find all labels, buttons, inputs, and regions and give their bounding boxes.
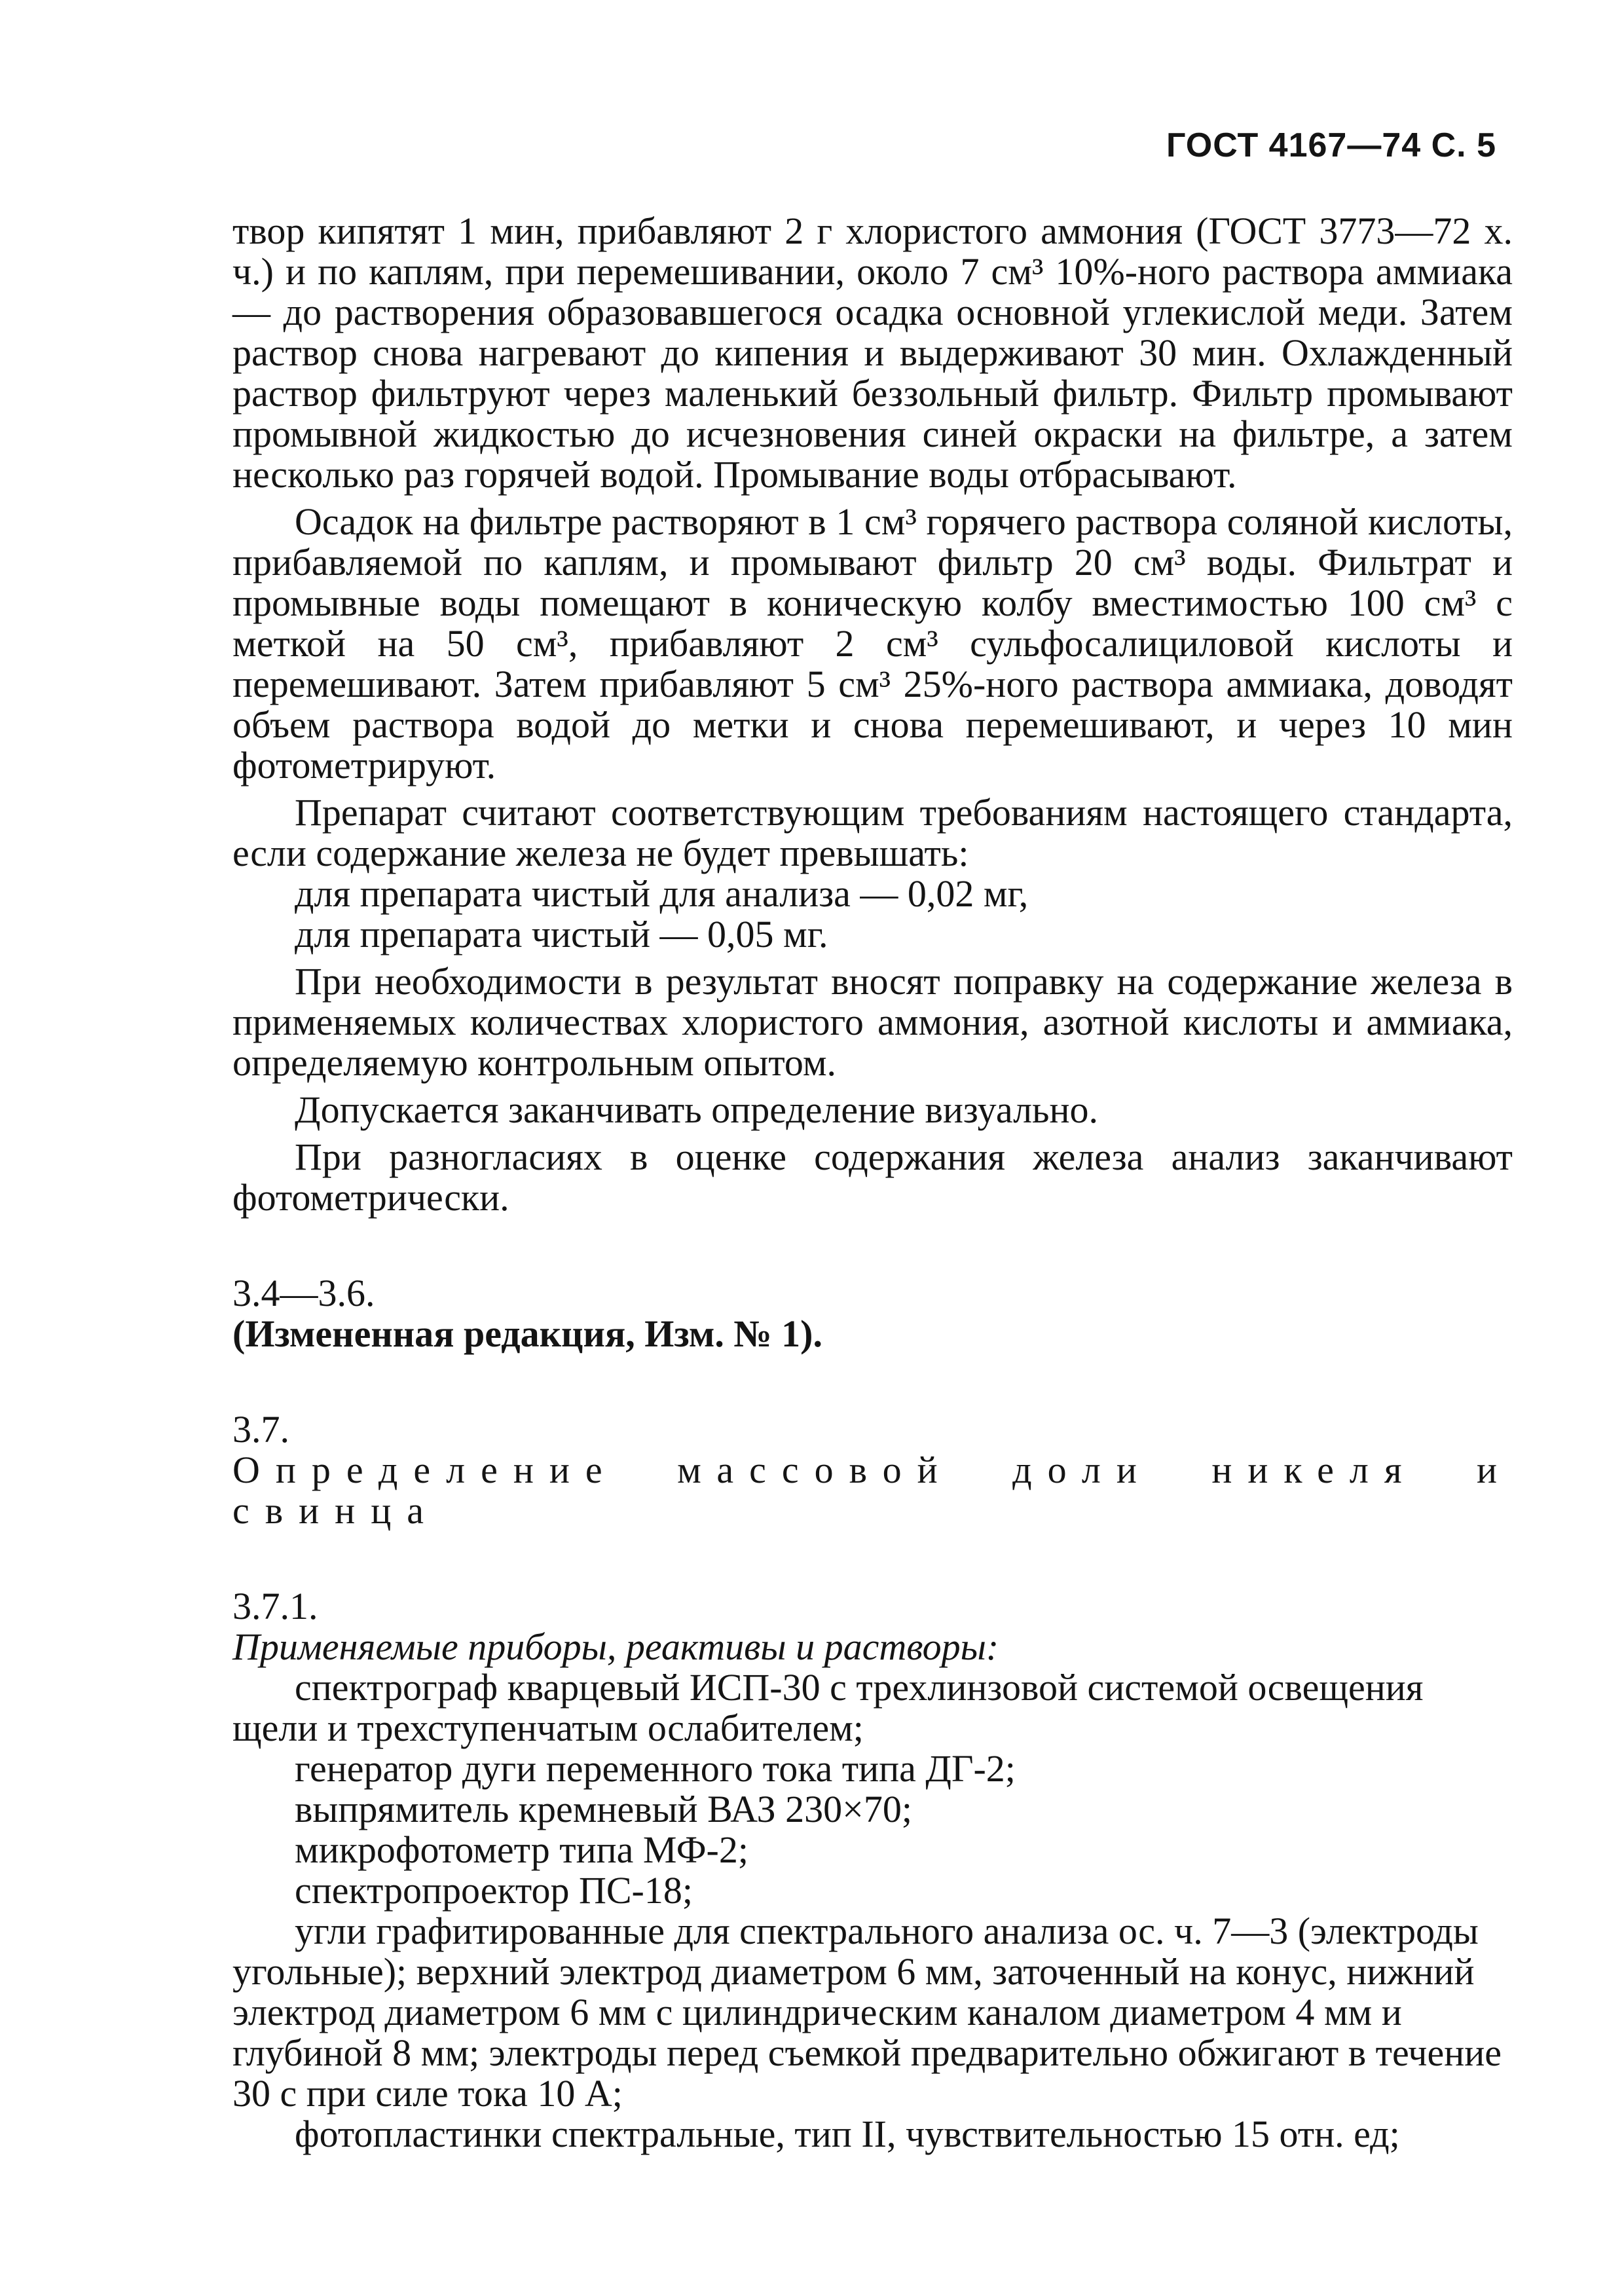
list-item: для препарата чистый — 0,05 мг. [295, 913, 828, 955]
subsection-title: Применяемые приборы, реактивы и растворы: [232, 1625, 999, 1668]
list-item: фотопластинки спектральные, тип II, чувствительностью 15 отн. ед; [295, 2113, 1400, 2155]
subsection-heading [232, 1546, 1513, 1667]
list-item: выпрямитель кремневый ВАЗ 230×70; [295, 1788, 912, 1830]
list-item: спектропроектор ПС-18; [295, 1869, 693, 1912]
paragraph: При разногласиях в оценке содержания железа анализ заканчивают фотометрически. [232, 1136, 1513, 1219]
section-number: 3.7.1. [232, 1585, 318, 1627]
list-item: генератор дуги переменного тока типа ДГ-2; [295, 1747, 1016, 1790]
section-note: (Измененная редакция, Изм. № 1). [232, 1312, 822, 1355]
section-number: 3.7. [232, 1408, 289, 1451]
paragraph: Осадок на фильтре растворяют в 1 см³ горячего раствора соляной кислоты, прибавляемой по каплям, и промывают фильтр 20 см³ воды. Фильтрат и промывные воды помещают в коническую колбу вместимостью 100 см³ с меткой на 50 см³, прибавляют 2 см³ сульфосалициловой кислоты и перемешивают. Затем прибавляют 5 см³ 25%-ного раствора аммиака, доводят объем раствора водой до метки и снова перемешивают, и через 10 мин фотометрируют. [232, 500, 1513, 787]
section-heading [232, 1232, 1513, 1354]
section-heading [232, 1369, 1513, 1531]
section-title: Определение массовой доли никеля и свинца [232, 1449, 1513, 1532]
list-item: микрофотометр типа МФ-2; [295, 1828, 748, 1871]
paragraph: Препарат считают соответствующим требованиям настоящего стандарта, если содержание железа не будет превышать: [232, 791, 1513, 874]
list-item: для препарата чистый для анализа — 0,02 мг, [295, 872, 1029, 915]
paragraph: Допускается заканчивать определение визуально. [295, 1088, 1099, 1131]
page-header: ГОСТ 4167—74 С. 5 [1166, 126, 1496, 164]
paragraph: твор кипятят 1 мин, прибавляют 2 г хлористого аммония (ГОСТ 3773—72 х. ч.) и по каплям, при перемешивании, около 7 см³ 10%-ного раствора аммиака — до растворения образовавшегося осадка основной углекислой меди. Затем раствор снова нагревают до кипения и выдерживают 30 мин. Охлажденный раствор фильтруют через маленький беззольный фильтр. Фильтр промывают промывной жидкостью до исчезновения синей окраски на фильтре, а затем несколько раз горячей водой. Промывание воды отбрасывают. [232, 210, 1513, 496]
list-item: спектрограф кварцевый ИСП-30 с трехлинзовой системой освещения щели и трехступенчатым ослабителем; [232, 1666, 1424, 1749]
list-item: угли графитированные для спектрального анализа ос. ч. 7—3 (электроды угольные); верхний электрод диаметром 6 мм, заточенный на конус, нижний электрод диаметром 6 мм с цилиндрическим каналом диаметром 4 мм и глубиной 8 мм; электроды перед съемкой предварительно обжигают в течение 30 с при силе тока 10 А; [232, 1910, 1502, 2115]
body-text [232, 211, 1513, 2155]
paragraph: При необходимости в результат вносят поправку на содержание железа в применяемых количествах хлористого аммония, азотной кислоты и аммиака, определяемую контрольным опытом. [232, 960, 1513, 1084]
section-number: 3.4—3.6. [232, 1272, 375, 1314]
